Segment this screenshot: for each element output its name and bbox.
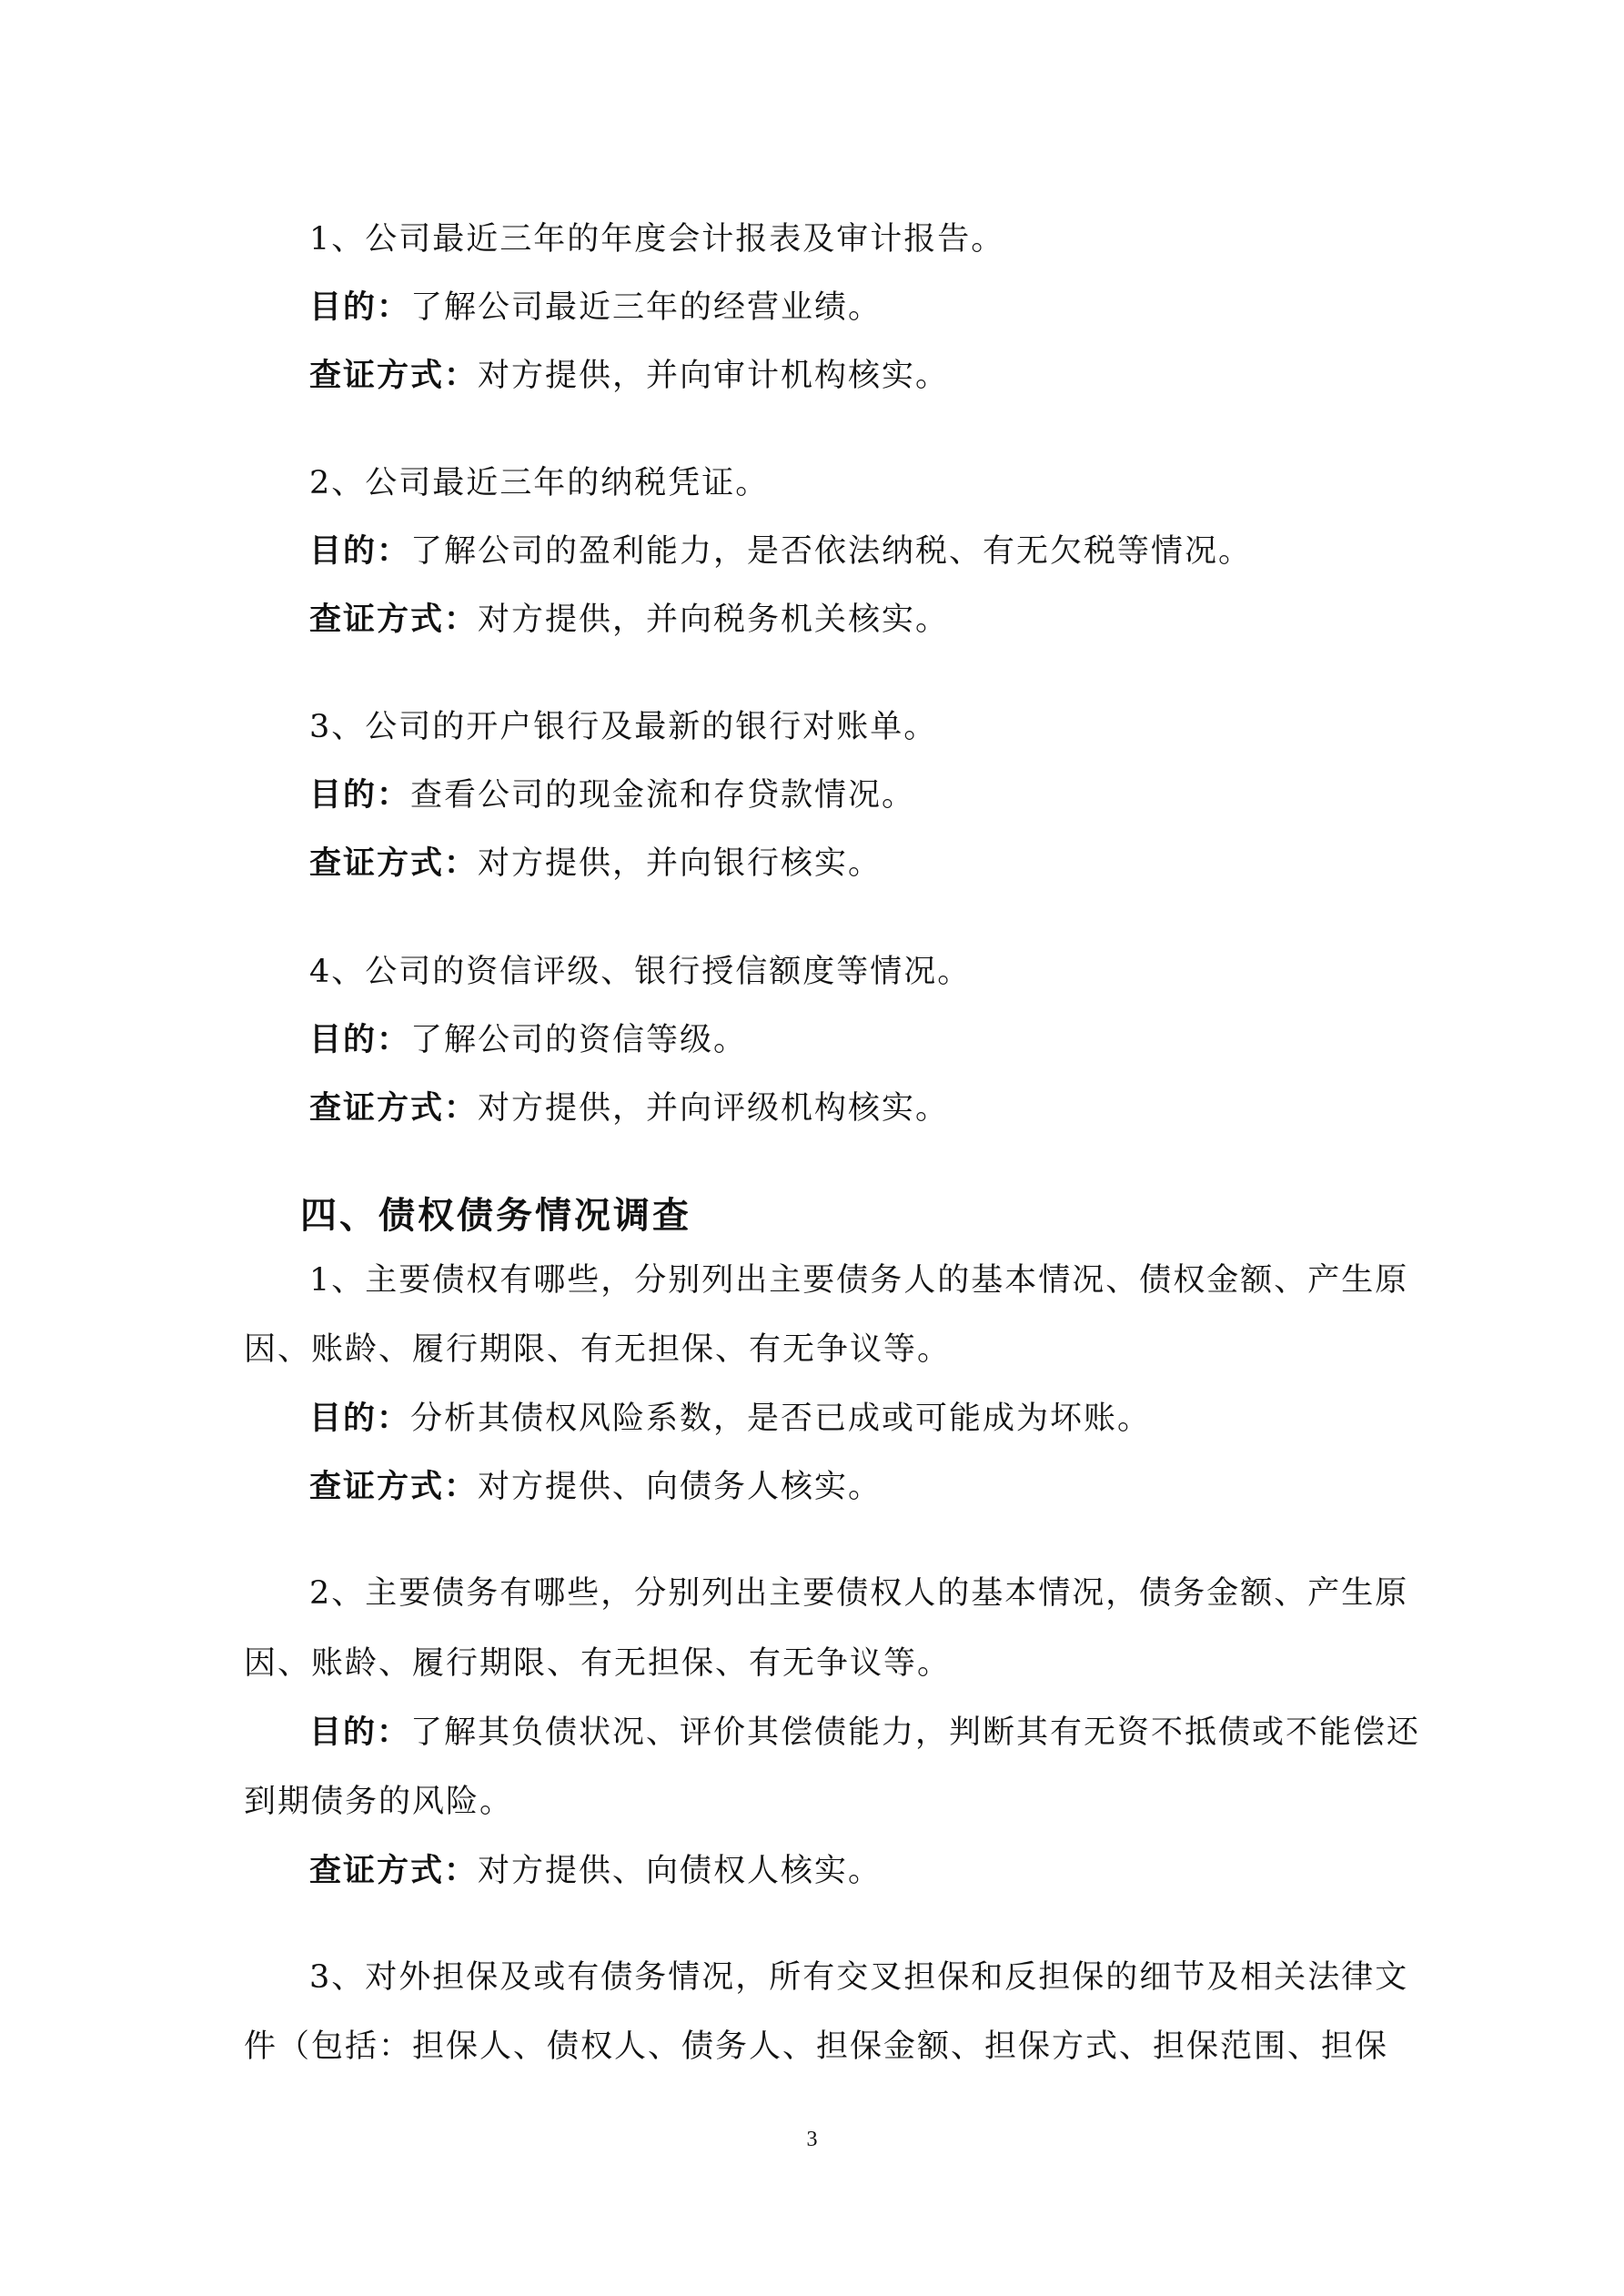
- verify-label: 查证方式：: [309, 1469, 479, 1505]
- purpose-label: 目的：: [309, 533, 411, 570]
- item-4-verify: [309, 1086, 949, 1131]
- item-4-purpose: [309, 1017, 747, 1063]
- debt-item-3-title-line2: 件（包括：担保人、债权人、债务人、担保金额、担保方式、担保范围、担保: [244, 2028, 1389, 2065]
- purpose-text: 了解公司的资信等级。: [410, 1022, 748, 1058]
- item-2-purpose: [309, 529, 1252, 574]
- purpose-text: 了解公司的盈利能力，是否依法纳税、有无欠税等情况。: [410, 533, 1253, 570]
- item-3-title: 3、公司的开户银行及最新的银行对账单。: [309, 709, 938, 745]
- debt-item-3-title-line1: 3、对外担保及或有债务情况，所有交叉担保和反担保的细节及相关法律文: [309, 1959, 1409, 1996]
- item-4-title: 4、公司的资信评级、银行授信额度等情况。: [309, 954, 972, 990]
- debt-item-2-purpose-line2: 到期债务的风险。: [244, 1784, 514, 1820]
- item-1-verify: [309, 353, 949, 399]
- verify-label: 查证方式：: [309, 602, 479, 638]
- debt-item-1-verify: [309, 1464, 882, 1510]
- purpose-label: 目的：: [309, 1401, 411, 1437]
- debt-item-1-title-line2: 因、账龄、履行期限、有无担保、有无争议等。: [244, 1331, 952, 1368]
- verify-label: 查证方式：: [309, 1853, 479, 1889]
- verify-text: 对方提供、向债权人核实。: [478, 1853, 883, 1889]
- purpose-text: 了解公司最近三年的经营业绩。: [410, 289, 883, 326]
- purpose-label: 目的：: [309, 1022, 411, 1058]
- item-1-purpose: [309, 285, 882, 330]
- debt-item-2-title-line2: 因、账龄、履行期限、有无担保、有无争议等。: [244, 1645, 952, 1682]
- verify-text: 对方提供，并向评级机构核实。: [478, 1090, 950, 1127]
- purpose-label: 目的：: [309, 777, 411, 814]
- purpose-text: 查看公司的现金流和存贷款情况。: [410, 777, 916, 814]
- verify-text: 对方提供，并向银行核实。: [478, 845, 883, 882]
- item-2-verify: [309, 597, 949, 642]
- debt-item-1-title-line1: 1、主要债权有哪些，分别列出主要债务人的基本情况、债权金额、产生原: [309, 1262, 1409, 1299]
- purpose-label: 目的：: [309, 1714, 411, 1751]
- debt-item-2-verify: [309, 1848, 882, 1894]
- verify-label: 查证方式：: [309, 845, 479, 882]
- item-1-title: 1、公司最近三年的年度会计报表及审计报告。: [309, 221, 1005, 258]
- page-number: 3: [806, 2128, 818, 2151]
- purpose-text: 分析其债权风险系数，是否已成或可能成为坏账。: [410, 1401, 1152, 1437]
- purpose-label: 目的：: [309, 289, 411, 326]
- verify-text: 对方提供、向债务人核实。: [478, 1469, 883, 1505]
- debt-item-1-purpose: [309, 1396, 1151, 1441]
- item-2-title: 2、公司最近三年的纳税凭证。: [309, 465, 770, 501]
- purpose-text: 了解其负债状况、评价其偿债能力，判断其有无资不抵债或不能偿还: [410, 1714, 1421, 1751]
- item-3-verify: [309, 841, 882, 886]
- verify-text: 对方提供，并向税务机关核实。: [478, 602, 950, 638]
- verify-label: 查证方式：: [309, 1090, 479, 1127]
- debt-item-2-purpose-line1: [309, 1710, 1420, 1755]
- section-heading: 四、债权债务情况调查: [300, 1194, 691, 1237]
- verify-label: 查证方式：: [309, 358, 479, 394]
- item-3-purpose: [309, 773, 915, 818]
- verify-text: 对方提供，并向审计机构核实。: [478, 358, 950, 394]
- debt-item-2-title-line1: 2、主要债务有哪些，分别列出主要债权人的基本情况，债务金额、产生原: [309, 1575, 1409, 1612]
